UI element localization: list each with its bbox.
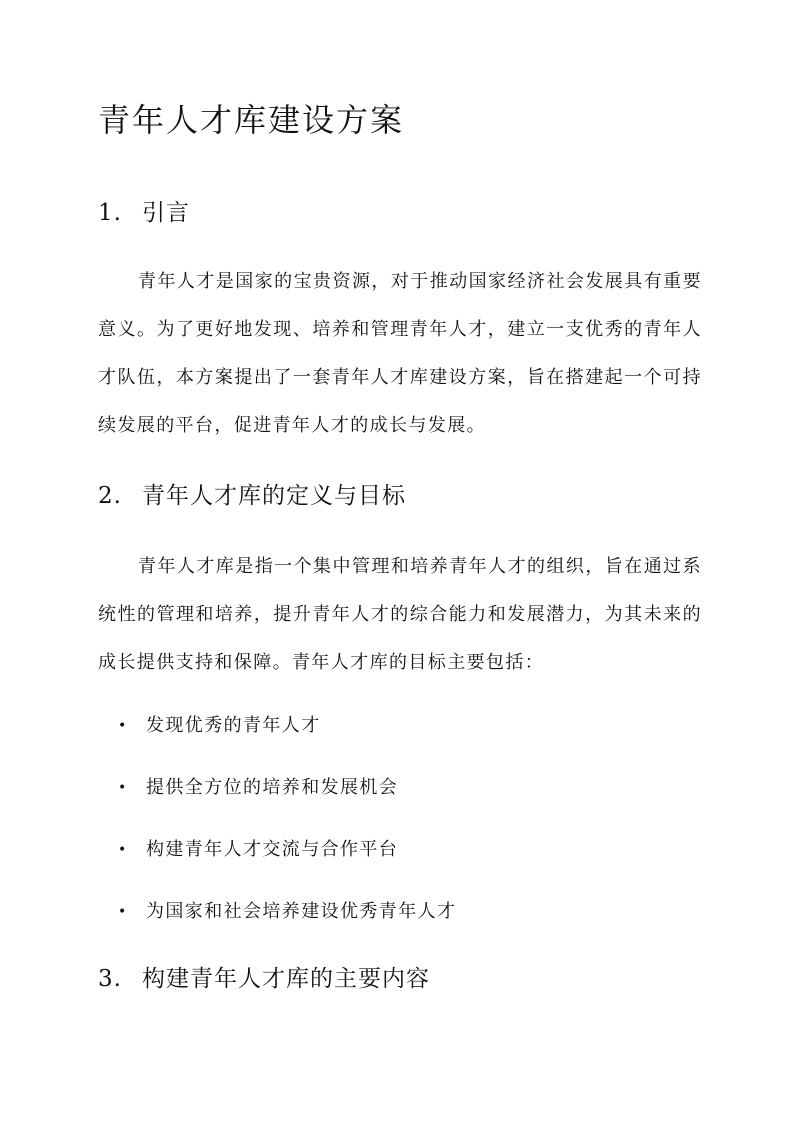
bullet-icon: • (118, 842, 128, 858)
list-item-text: 发现优秀的青年人才 (146, 715, 321, 736)
list-item (118, 824, 456, 886)
bullet-icon: • (118, 718, 128, 734)
section-title: 构建青年人才库的主要内容 (142, 966, 430, 992)
list-item-text: 提供全方位的培养和发展机会 (146, 777, 399, 798)
introduction-paragraph: 青年人才是国家的宝贵资源，对于推动国家经济社会发展具有重要意义。为了更好地发现、培养和管理青年人才，建立一支优秀的青年人才队伍，本方案提出了一套青年人才库建设方案，旨在搭建起一个可持续发展的平台，促进青年人才的成长与发展。 (98, 271, 702, 436)
list-item-text: 为国家和社会培养建设优秀青年人才 (146, 901, 457, 922)
section-number: 2. (98, 483, 122, 509)
goals-list (118, 700, 456, 948)
section-number: 1. (98, 200, 122, 226)
document-title: 青年人才库建设方案 (98, 101, 405, 139)
list-item-text: 构建青年人才交流与合作平台 (146, 839, 399, 860)
definition-paragraph: 青年人才库是指一个集中管理和培养青年人才的组织，旨在通过系统性的管理和培养，提升青年人才的综合能力和发展潜力，为其未来的成长提供支持和保障。青年人才库的目标主要包括： (98, 556, 702, 673)
list-item (118, 886, 456, 948)
section-title: 引言 (142, 200, 190, 226)
section-heading-main-content (98, 964, 430, 994)
section-title: 青年人才库的定义与目标 (142, 483, 406, 509)
list-item (118, 762, 456, 824)
section-heading-introduction (98, 198, 190, 228)
section-number: 3. (98, 966, 122, 992)
list-item (118, 700, 456, 762)
section-heading-definition-goals (98, 481, 406, 511)
bullet-icon: • (118, 780, 128, 796)
bullet-icon: • (118, 904, 128, 920)
